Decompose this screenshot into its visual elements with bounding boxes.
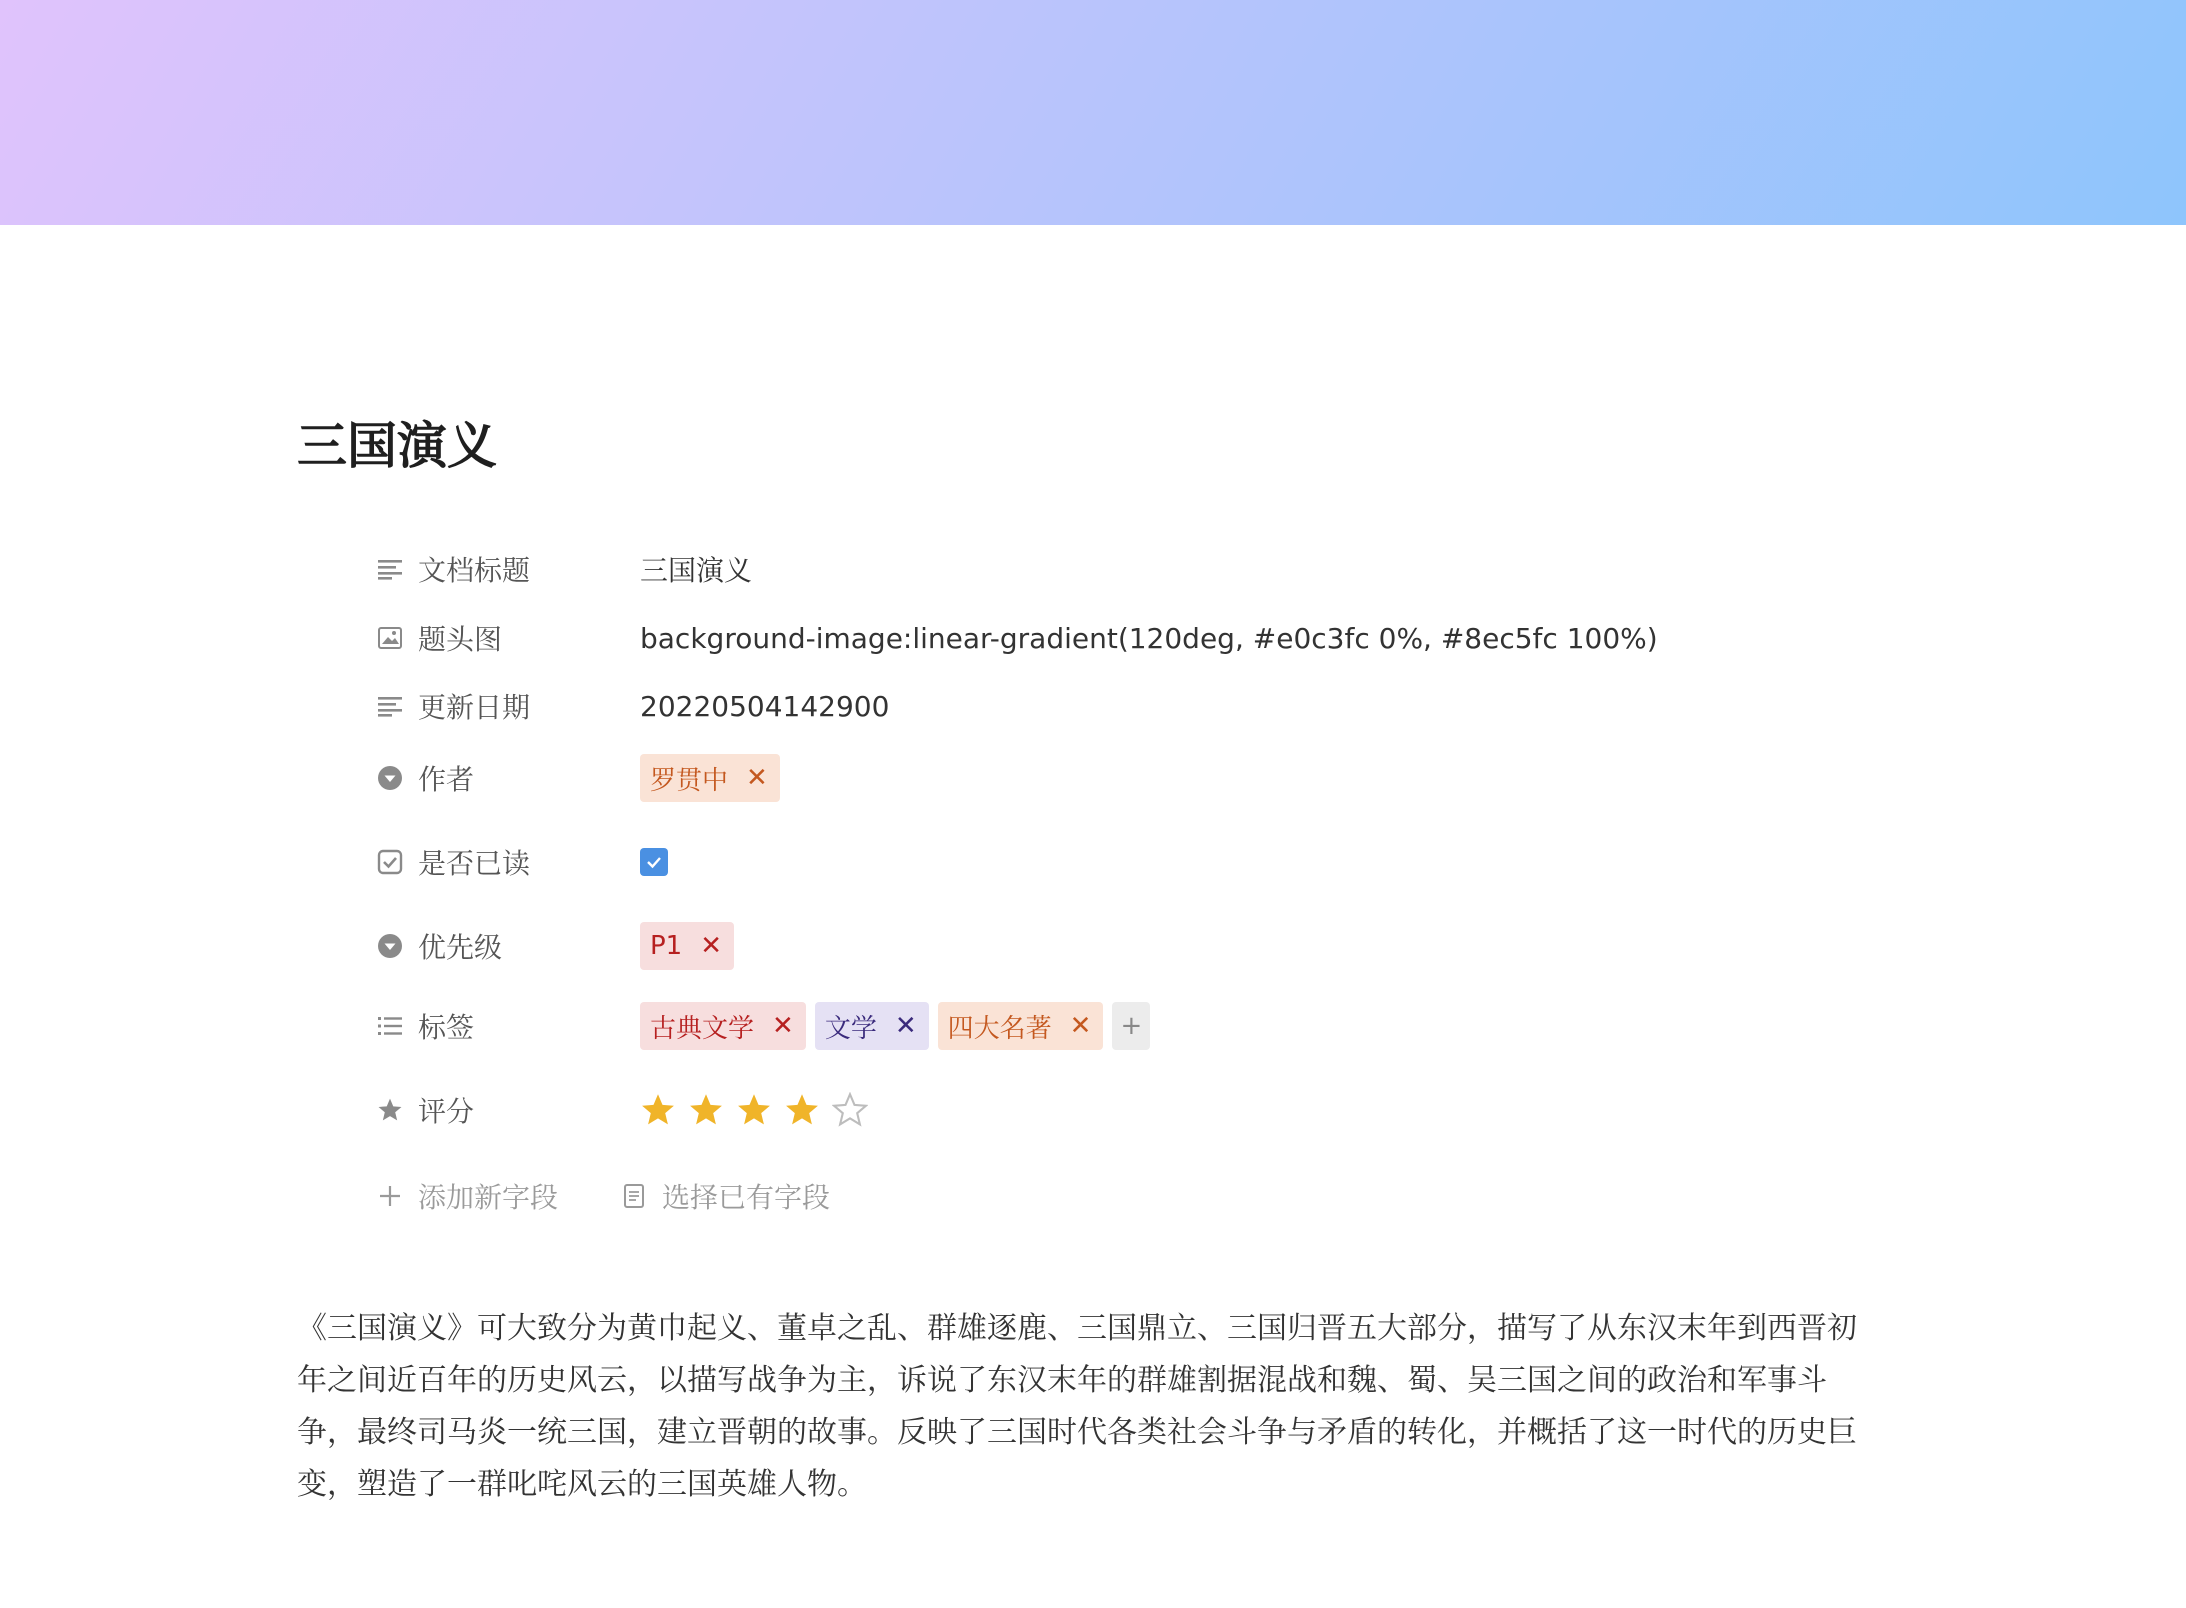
prop-label: 作者	[418, 763, 475, 796]
prop-key-is-read	[376, 842, 640, 882]
chip-label: 古典文学	[650, 1013, 755, 1044]
star-filled-icon[interactable]	[784, 1092, 820, 1128]
prop-value-is-read	[640, 848, 668, 876]
prop-value-tags	[640, 1002, 1150, 1050]
prop-label: 评分	[418, 1095, 475, 1128]
remove-chip-icon[interactable]: ✕	[700, 931, 723, 961]
select-icon	[376, 764, 404, 792]
banner-image	[0, 0, 2186, 225]
prop-value-priority	[640, 922, 743, 970]
prop-label: 标签	[418, 1011, 475, 1044]
page-title: 三国演义	[297, 417, 497, 475]
checkbox-icon	[376, 848, 404, 876]
prop-key-author	[376, 758, 640, 798]
prop-row-doc-title	[376, 544, 752, 594]
text-lines-icon	[376, 555, 404, 583]
remove-chip-icon[interactable]: ✕	[746, 763, 768, 793]
chip-label: 罗贯中	[650, 765, 729, 796]
prop-row-priority	[376, 921, 743, 971]
star-filled-icon[interactable]	[640, 1092, 676, 1128]
remove-chip-icon[interactable]: ✕	[772, 1011, 794, 1041]
body-paragraph: 《三国演义》可大致分为黄巾起义、董卓之乱、群雄逐鹿、三国鼎立、三国归晋五大部分，描写了从东汉末年到西晋初年之间近百年的历史风云，以描写战争为主，诉说了东汉末年的群雄割据混战和魏、蜀、吴三国之间的政治和军事斗争，最终司马炎一统三国，建立晋朝的故事。反映了三国时代各类社会斗争与矛盾的转化，并概括了这一时代的历史巨变，塑造了一群叱咤风云的三国英雄人物。	[297, 1311, 1857, 1502]
is-read-checkbox[interactable]	[640, 848, 668, 876]
select-field-label: 选择已有字段	[662, 1181, 831, 1214]
prop-row-author	[376, 753, 789, 803]
prop-key-rating	[376, 1090, 640, 1130]
chip-label: 文学	[824, 1013, 877, 1044]
prop-key-update-date	[376, 686, 640, 726]
tag-chip[interactable]	[938, 1002, 1104, 1050]
prop-value-banner-image[interactable]: background-image:linear-gradient(120deg, #e0c3fc 0%, #8ec5fc 100%)	[640, 621, 1658, 655]
prop-key-banner-image	[376, 618, 640, 658]
prop-label: 是否已读	[418, 847, 531, 880]
chip-label: P1	[650, 931, 683, 961]
prop-row-tags	[376, 1001, 1150, 1051]
prop-row-is-read	[376, 837, 668, 887]
text-lines-icon	[376, 692, 404, 720]
author-chip[interactable]	[640, 754, 780, 802]
select-field-button[interactable]	[620, 1176, 830, 1216]
prop-key-doc-title	[376, 549, 640, 589]
image-icon	[376, 624, 404, 652]
rating-stars	[640, 1092, 880, 1128]
prop-label: 题头图	[418, 623, 503, 656]
prop-value-author	[640, 754, 789, 802]
prop-label: 文档标题	[418, 554, 531, 587]
prop-row-update-date	[376, 681, 889, 731]
prop-key-tags	[376, 1006, 640, 1046]
tag-chip[interactable]	[640, 1002, 806, 1050]
document-icon	[620, 1182, 648, 1210]
prop-key-priority	[376, 926, 640, 966]
prop-row-rating	[376, 1085, 880, 1135]
plus-icon	[376, 1182, 404, 1210]
star-empty-icon[interactable]	[832, 1092, 868, 1128]
prop-value-doc-title[interactable]: 三国演义	[640, 554, 753, 587]
list-icon	[376, 1012, 404, 1040]
remove-chip-icon[interactable]: ✕	[1069, 1011, 1092, 1041]
add-field-button[interactable]	[376, 1176, 558, 1216]
add-field-label: 添加新字段	[418, 1181, 559, 1214]
chip-label: 四大名著	[947, 1013, 1052, 1044]
select-icon	[376, 932, 404, 960]
priority-chip[interactable]	[640, 922, 734, 970]
tag-chip[interactable]	[815, 1002, 929, 1050]
star-filled-icon[interactable]	[736, 1092, 772, 1128]
prop-value-update-date[interactable]: 20220504142900	[640, 689, 890, 723]
prop-label: 更新日期	[418, 691, 531, 724]
prop-value-rating	[640, 1092, 880, 1128]
field-actions	[376, 1176, 830, 1216]
star-filled-icon[interactable]	[688, 1092, 724, 1128]
prop-label: 优先级	[418, 931, 503, 964]
prop-row-banner-image	[376, 613, 1658, 663]
remove-chip-icon[interactable]: ✕	[894, 1011, 917, 1041]
star-icon	[376, 1096, 404, 1124]
add-tag-button[interactable]: +	[1112, 1002, 1150, 1050]
